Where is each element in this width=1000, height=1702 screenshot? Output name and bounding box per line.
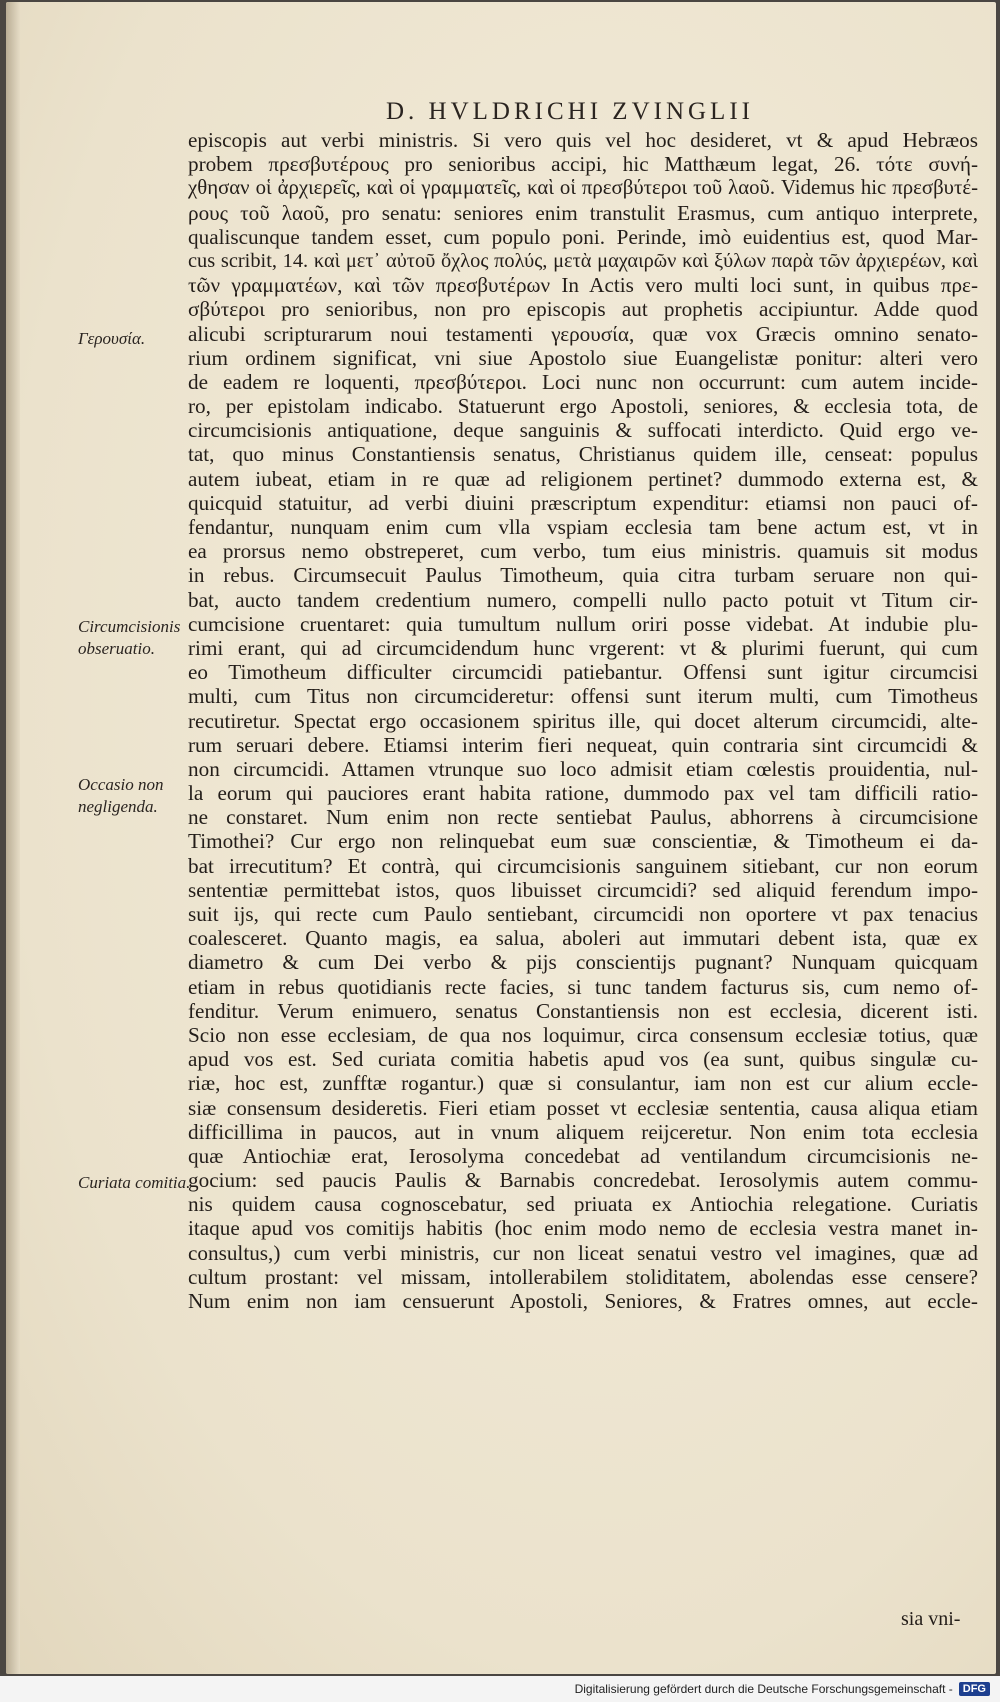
text-line: siæ consensum desideretis. Fieri etiam posset vt ecclesiæ sententia, causa aliqua etiam	[188, 1095, 978, 1120]
text-line: alicubi scripturarum noui testamenti γερουσία, quæ vox Græcis omnino senato-	[188, 321, 978, 346]
text-line: recutiretur. Spectat ergo occasionem spiritus ille, qui docet alterum circumcidi, alte-	[188, 708, 978, 733]
text-line: tat, quo minus Constantiensis senatus, Christianus quidem ille, censeat: populus	[188, 442, 978, 467]
text-line: autem iubeat, etiam in re quæ ad religionem pertinet? dummodo externa est, &	[188, 466, 978, 491]
body-text	[188, 128, 978, 1313]
text-line: Timothei? Cur ergo non relinquebat eum suæ conscientiæ, & Timotheum ei da-	[188, 829, 978, 854]
text-line: ne constaret. Num enim non recte sentiebat Paulus, abhorrens à circumcisione	[188, 805, 978, 830]
text-line: cumcisione cruentaret: quia tumultum nullum oriri posse videbat. At indubie plu-	[188, 611, 978, 636]
text-line: σβύτεροι pro senioribus, non pro episcopis aut prophetis accipiuntur. Adde quod	[188, 297, 978, 322]
text-line: quicquid statuitur, ad verbi diuini præscriptum expenditur: etiamsi non pauci of-	[188, 490, 978, 515]
text-line: difficillima in paucos, aut in vnum aliquem reijceretur. Non enim tota ecclesia	[188, 1119, 978, 1144]
dfg-logo: DFG	[959, 1682, 990, 1696]
text-line: de eadem re loquenti, πρεσβύτεροι. Loci nunc non occurrunt: cum autem incide-	[188, 369, 978, 394]
text-line: eo Timotheum difficulter circumcidi patiebantur. Offensi sunt igitur circumcisi	[188, 660, 978, 685]
text-line: qualiscunque tandem esset, cum populo poni. Perinde, imò euidentius est, quod Mar-	[188, 224, 978, 249]
text-line: itaque apud vos comitijs habitis (hoc enim modo nemo de ecclesia vestra manet in-	[188, 1216, 978, 1241]
text-line: non circumcidi. Attamen vtrunque suo loco admisit etiam cœlestis prouidentia, nul-	[188, 756, 978, 781]
margin-note: Circumcisionis obseruatio.	[78, 617, 181, 658]
text-line: sententiæ permittebat istos, quos libuisset circumcidi? sed aliquid ferendum impo-	[188, 877, 978, 902]
text-line: etiam in rebus quotidianis recte facies, si tunc tandem facturus sis, cum nemo of-	[188, 974, 978, 999]
text-line: quæ Antiochiæ erat, Ierosolyma concedebat ad ventilandum circumcisionis ne-	[188, 1143, 978, 1168]
text-line: consultus,) cum verbi ministris, cur non liceat senatui vestro vel imagines, quæ ad	[188, 1240, 978, 1265]
text-line: la eorum qui pauciores erant habita ratione, dummodo pax vel tam difficili ratio-	[188, 781, 978, 806]
text-line: riæ, hoc est, zunfftæ rogantur.) quæ si consulantur, iam non est cur alium eccle-	[188, 1071, 978, 1096]
margin-note: Curiata comitia.	[78, 1173, 191, 1192]
text-line: in rebus. Circumsecuit Paulus Timotheum, quia citra turbam seruare non qui-	[188, 563, 978, 588]
text-line: circumcisionis antiquatione, deque sanguinis & suffocati interdicto. Quid ergo ve-	[188, 418, 978, 443]
text-line: episcopis aut verbi ministris. Si vero quis vel hoc desideret, vt & apud Hebræos	[188, 128, 978, 152]
running-head: D. HVLDRICHI ZVINGLII	[386, 98, 754, 125]
text-line: cultum prostant: vel missam, intollerabilem stoliditatem, abolendas esse censere?	[188, 1264, 978, 1289]
text-line: χθησαν οἱ ἀρχιερεῖς, καὶ οἱ γραμματεῖς, καὶ οἱ πρεσβύτεροι τοῦ λαοῦ. Videmus hic πρεσβυτέ-	[188, 176, 978, 200]
text-line: rium ordinem significat, vni siue Apostolo siue Euangelistæ ponitur: alteri vero	[188, 345, 978, 370]
text-line: multi, cum Titus non circumcideretur: offensi sunt iterum multi, cum Timotheus	[188, 684, 978, 709]
footer-text: Digitalisierung gefördert durch die Deutsche Forschungsgemeinschaft -	[574, 1682, 953, 1696]
page-gutter	[6, 2, 20, 1674]
text-line: ro, per epistolam indicabo. Statuerunt ergo Apostoli, seniores, & ecclesia tota, de	[188, 394, 978, 419]
text-line: gocium: sed paucis Paulis & Barnabis concredebat. Ierosolymis autem commu-	[188, 1168, 978, 1193]
text-line: suit ijs, qui recte cum Paulo sentiebant, circumcidi non oportere vt pax tenacius	[188, 902, 978, 926]
margin-note: Γερουσία.	[78, 329, 146, 348]
text-line: fendantur, nunquam enim cum vlla vspiam ecclesia tam bene actum est, vt in	[188, 515, 978, 539]
text-line: rimi erant, qui ad circumcidendum hunc vrgerent: vt & plurimi fuerunt, qui cum	[188, 635, 978, 660]
digitization-footer	[0, 1676, 1000, 1702]
text-line: probem πρεσβυτέρους pro senioribus accipi, hic Matthæum legat, 26. τότε συνή-	[188, 152, 978, 177]
text-line: fenditur. Verum enimuero, senatus Constantiensis non est ecclesia, dicerent isti.	[188, 998, 978, 1023]
text-line: rum seruari debere. Etiamsi interim fieri nequeat, quin contraria sint circumcidi &	[188, 732, 978, 757]
text-line: Num enim non iam censuerunt Apostoli, Seniores, & Fratres omnes, aut eccle-	[188, 1289, 978, 1313]
text-line: ea prorsus nemo obstreperet, cum verbo, tum eius ministris. quamuis sit modus	[188, 539, 978, 564]
text-line: cus scribit, 14. καὶ μετ᾽ αὐτοῦ ὄχλος πολύς, μετὰ μαχαιρῶν καὶ ξύλων παρὰ τῶν ἀρχιερέων, καὶ	[188, 249, 978, 272]
text-line: coalesceret. Quanto magis, ea salua, aboleri aut immutari debent ista, quæ ex	[188, 926, 978, 951]
catchword: sia vni-	[901, 1608, 961, 1630]
text-line: nis quidem causa cognoscebatur, sed priuata ex Antiochia relegatione. Curiatis	[188, 1192, 978, 1217]
book-page	[6, 2, 996, 1674]
text-line: apud vos est. Sed curiata comitia habetis apud vos (ea sunt, quibus singulæ cu-	[188, 1047, 978, 1072]
text-line: ρους τοῦ λαοῦ, pro senatu: seniores enim transtulit Erasmus, cum antiquo interprete,	[188, 200, 978, 225]
text-line: bat, aucto tandem credentium numero, compelli nullo pacto potuit vt Titum cir-	[188, 587, 978, 612]
text-line: τῶν γραμματέων, καὶ τῶν πρεσβυτέρων In Actis vero multi loci sunt, in quibus πρε-	[188, 273, 978, 298]
margin-note: Occasio non negligenda.	[78, 775, 164, 816]
text-line: Scio non esse ecclesiam, de qua nos loquimur, circa consensum ecclesiæ totius, quæ	[188, 1022, 978, 1047]
text-line: diametro & cum Dei verbo & pijs conscientijs pugnant? Nunquam quicquam	[188, 950, 978, 975]
text-line: bat irrecutitum? Et contrà, qui circumcisionis sanguinem sitiebant, cur non eorum	[188, 853, 978, 878]
